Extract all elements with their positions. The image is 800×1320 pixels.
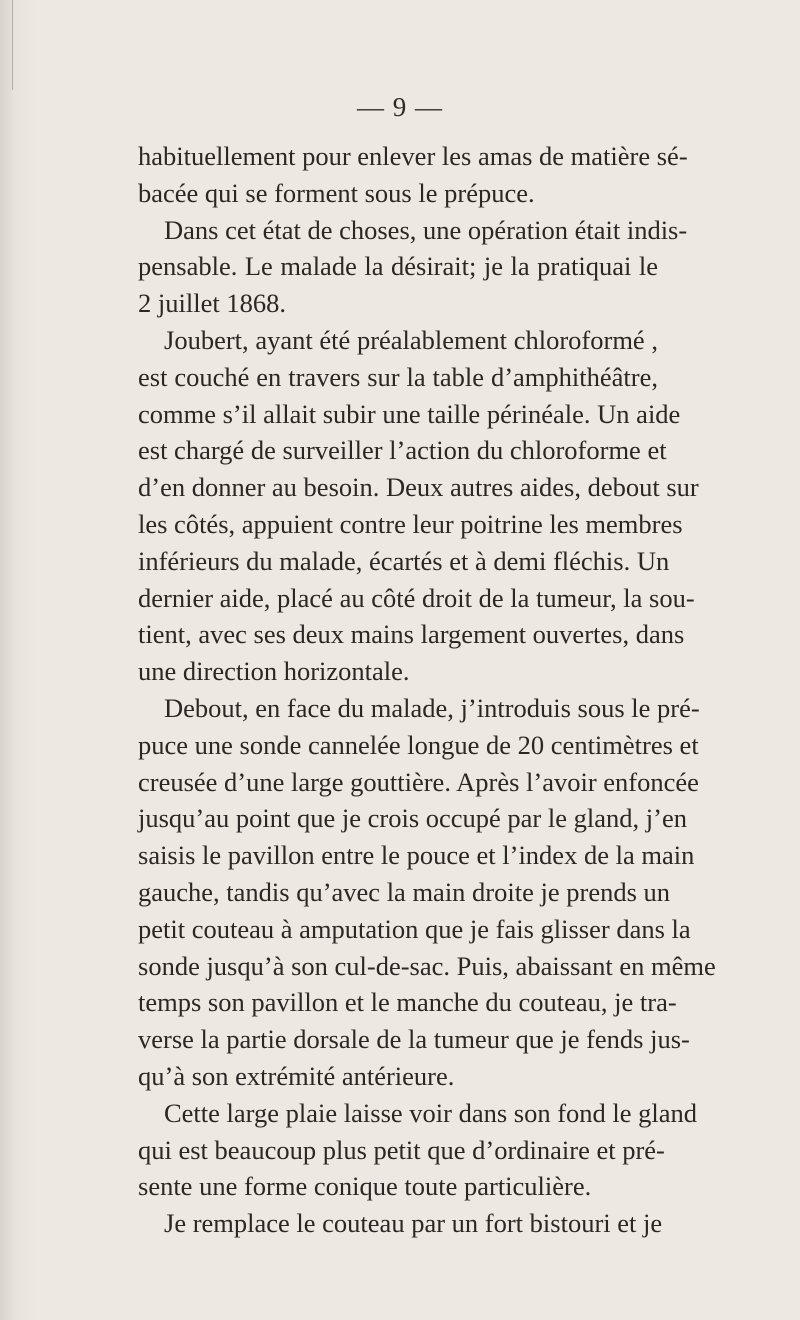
text-line: comme s’il allait subir une taille périnéale. Un aide	[138, 398, 681, 429]
text-line: gauche, tandis qu’avec la main droite je prends un	[138, 876, 671, 907]
binding-edge	[12, 0, 13, 90]
text-line: Cette large plaie laisse voir dans son fond le gland	[164, 1097, 698, 1128]
text-line: les côtés, appuient contre leur poitrine les membres	[138, 508, 683, 539]
text-line: d’en donner au besoin. Deux autres aides, debout sur	[138, 472, 699, 503]
text-line: bacée qui se forment sous le prépuce.	[138, 177, 535, 208]
text-line: qui est beaucoup plus petit que d’ordinaire et pré-	[138, 1134, 665, 1165]
text-line: creusée d’une large gouttière. Après l’avoir enfoncée	[138, 766, 699, 797]
text-line: Debout, en face du malade, j’introduis sous le pré-	[164, 692, 700, 723]
text-line: Joubert, ayant été préalablement chloroformé ,	[164, 324, 658, 355]
text-line: saisis le pavillon entre le pouce et l’index de la main	[138, 840, 695, 871]
text-line: puce une sonde cannelée longue de 20 centimètres et	[138, 729, 699, 760]
text-line: est couché en travers sur la table d’amphithéâtre,	[138, 361, 658, 392]
text-line: sente une forme conique toute particulière.	[138, 1171, 592, 1202]
text-line: Je remplace le couteau par un fort bistouri et je	[164, 1208, 663, 1239]
text-line: verse la partie dorsale de la tumeur que je fends jus-	[138, 1024, 690, 1055]
text-line: pensable. Le malade la désirait; je la pratiquai le	[138, 251, 658, 282]
text-line: dernier aide, placé au côté droit de la tumeur, la sou-	[138, 582, 695, 613]
text-line: qu’à son extrémité antérieure.	[138, 1060, 455, 1091]
text-line: temps son pavillon et le manche du couteau, je tra-	[138, 987, 677, 1018]
text-line: une direction horizontale.	[138, 656, 410, 687]
page-number: — 9 —	[357, 92, 443, 122]
text-line: 2 juillet 1868.	[138, 288, 286, 319]
text-line: sonde jusqu’à son cul-de-sac. Puis, abaissant en même	[138, 950, 716, 981]
text-line: petit couteau à amputation que je fais glisser dans la	[138, 913, 691, 944]
text-line: tient, avec ses deux mains largement ouvertes, dans	[138, 619, 685, 650]
text-line: jusqu’au point que je crois occupé par le gland, j’en	[138, 803, 687, 834]
text-line: Dans cet état de choses, une opération était indis-	[164, 214, 688, 245]
text-line: inférieurs du malade, écartés et à demi fléchis. Un	[138, 545, 670, 576]
text-line: habituellement pour enlever les amas de matière sé-	[138, 141, 688, 171]
text-line: est chargé de surveiller l’action du chloroforme et	[138, 435, 667, 466]
body-text	[138, 138, 716, 1242]
